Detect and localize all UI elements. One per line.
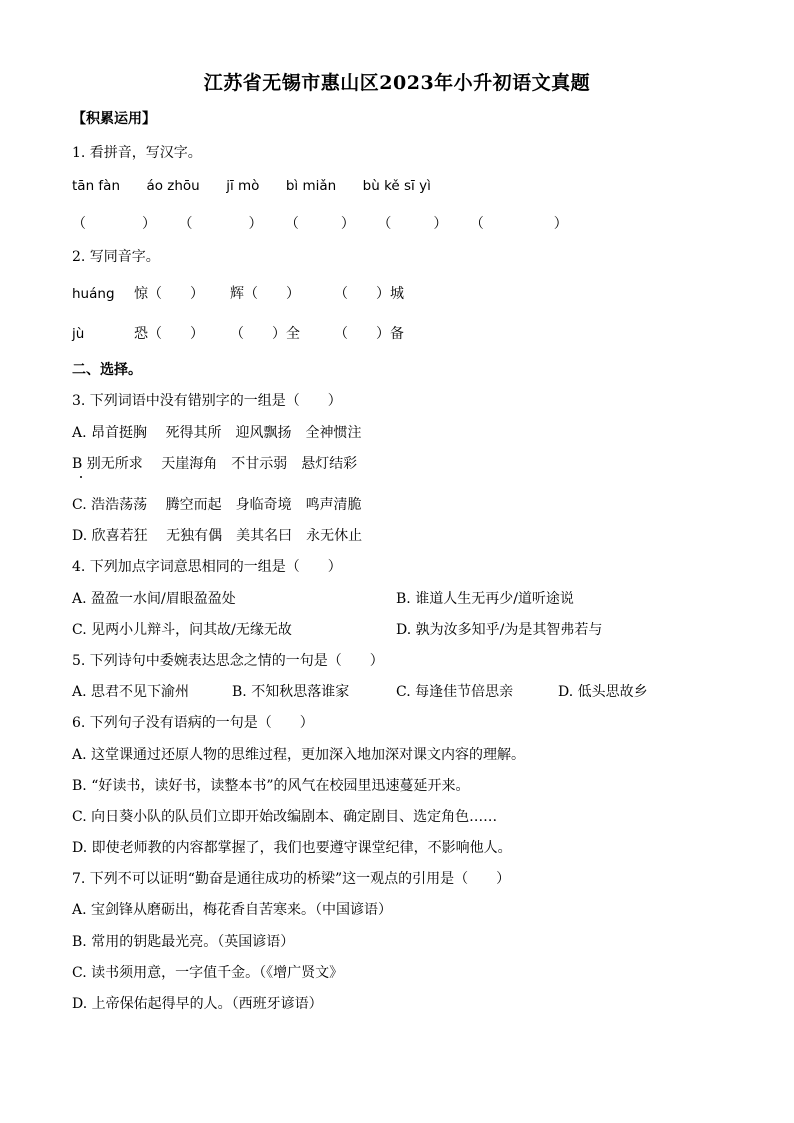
question-1-pinyin-row (72, 178, 453, 194)
pinyin-label: jù (72, 326, 85, 342)
question-4-option-a: A. 盈盈一水间/眉眼盈盈处 (72, 591, 236, 607)
question-3-option-d: D. 欣喜若狂 无独有偶 美其名曰 永无休止 (72, 528, 363, 544)
section-heading-choice: 二、选择。 (72, 362, 142, 378)
question-5-option-a: A. 思君不见下渝州 (72, 684, 190, 700)
question-6-option-c: C. 向日葵小队的队员们立即开始改编剧本、确定剧目、选定角色…… (72, 809, 498, 825)
page-title: 江苏省无锡市惠山区2023年小升初语文真题 (203, 72, 591, 94)
question-7-stem: 7. 下列不可以证明“勤奋是通往成功的桥梁”这一观点的引用是（ ） (72, 871, 511, 887)
pinyin-item: jī mò (226, 178, 260, 194)
pinyin-label: huáng (72, 286, 115, 302)
blank-item: 恐（ ） (134, 326, 204, 342)
question-2-row-huang (72, 283, 404, 303)
question-7-option-b: B. 常用的钥匙最光亮。（英国谚语） (72, 934, 295, 950)
question-5-option-d: D. 低头思故乡 (558, 684, 648, 700)
answer-blank: （ ） (178, 216, 263, 232)
answer-blank: （ ） (377, 216, 448, 232)
question-4-option-c: C. 见两小儿辩斗，问其故/无缘无故 (72, 622, 292, 638)
question-3-option-b: B 别无所求 天崖海角 不甘示弱 悬灯结彩 (72, 456, 358, 472)
pinyin-item: bù kě sī yì (362, 178, 431, 194)
question-7-option-c: C. 读书须用意，一字值千金。（《增广贤文》 (72, 965, 344, 981)
question-2-row-ju (72, 323, 404, 343)
question-5-option-c: C. 每逢佳节倍思亲 (396, 684, 514, 700)
answer-blank: （ ） (469, 216, 568, 232)
question-5-option-b: B. 不知秋思落谁家 (232, 684, 350, 700)
question-6-option-b: B. “好读书，读好书，读整本书”的风气在校园里迅速蔓延开来。 (72, 778, 470, 794)
blank-item: （ ）全 (230, 326, 300, 342)
blank-item: （ ）备 (334, 326, 404, 342)
answer-blank: （ ） (284, 216, 355, 232)
question-3-stem: 3. 下列词语中没有错别字的一组是（ ） (72, 393, 342, 409)
answer-blank: （ ） (72, 216, 156, 232)
blank-item: （ ）城 (334, 286, 404, 302)
question-3-option-c: C. 浩浩荡荡 腾空而起 身临奇境 鸣声清脆 (72, 497, 362, 513)
question-7-option-a: A. 宝剑锋从磨砺出，梅花香自苦寒来。（中国谚语） (72, 902, 393, 918)
blank-item: 惊（ ） (134, 286, 204, 302)
question-1-blank-row (72, 213, 586, 233)
question-6-stem: 6. 下列句子没有语病的一句是（ ） (72, 715, 314, 731)
pinyin-item: tān fàn (72, 178, 120, 194)
question-4-option-d: D. 孰为汝多知乎/为是其智弗若与 (396, 622, 603, 638)
question-3-option-a: A. 昂首挺胸 死得其所 迎风飘扬 全神惯注 (72, 425, 362, 441)
question-6-option-d: D. 即使老师教的内容都掌握了，我们也要遵守课堂纪律，不影响他人。 (72, 840, 512, 856)
question-4-option-b: B. 谁道人生无再少/道听途说 (396, 591, 574, 607)
question-4-stem: 4. 下列加点字词意思相同的一组是（ ） (72, 559, 342, 575)
question-2-stem: 2. 写同音字。 (72, 249, 160, 265)
section-heading-accumulation: 【积累运用】 (72, 111, 156, 127)
question-5-stem: 5. 下列诗句中委婉表达思念之情的一句是（ ） (72, 653, 384, 669)
punctuation-dot (80, 476, 82, 478)
blank-item: 辉（ ） (230, 286, 300, 302)
pinyin-item: áo zhōu (146, 178, 200, 194)
question-7-option-d: D. 上帝保佑起得早的人。（西班牙谚语） (72, 996, 323, 1012)
question-1-stem: 1. 看拼音，写汉字。 (72, 145, 202, 161)
question-6-option-a: A. 这堂课通过还原人物的思维过程，更加深入地加深对课文内容的理解。 (72, 747, 526, 763)
pinyin-item: bì miǎn (285, 178, 337, 194)
